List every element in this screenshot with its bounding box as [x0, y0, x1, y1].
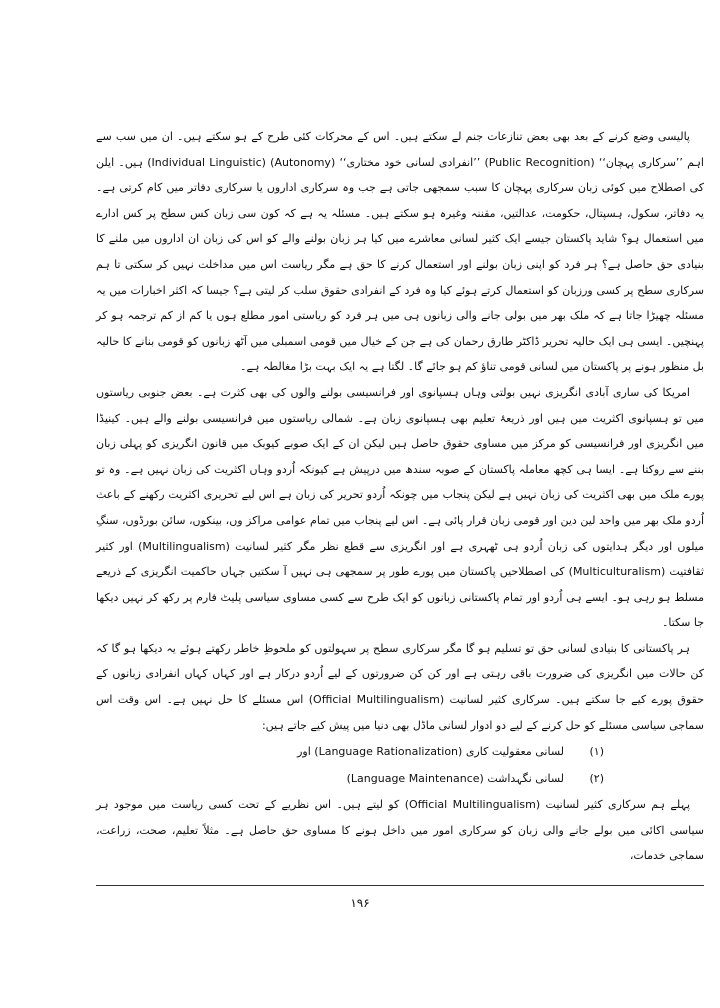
paragraph-2: امریکا کی ساری آبادی انگریزی نہیں بولتی وہاں ہسپانوی اور فرانسیسی بولنے والوں کی بھی کثرت ہے۔ بعض جنوبی ریاستوں میں تو ہسپانوی اکثریت میں ہیں اور ذریعۂ تعلیم بھی ہسپانوی زبان ہے۔ شمالی ریاستوں میں فرانسیسی بولنے والے ہیں۔ کینیڈا میں انگریزی اور فرانسیسی کو مرکز میں مساوی حقوق حاصل ہیں لیکن ان کے ایک صوبے کیوبک میں قانون انگریزی کو پہلی زبان بننے سے روکتا ہے۔ ایسا ہی کچھ معاملہ پاکستان کے صوبہ سندھ میں درپیش ہے کیونکہ اُردو وہاں اکثریت کی زبان نہیں ہے۔ وہ تو پورے ملک میں بھی اکثریت کی زبان نہیں ہے لیکن پنجاب میں چونکہ اُردو تحریر کی زبان ہے اس لیے تحریری اکثریت رکھنے کے باعث اُردو ملک بھر میں واحد لین دین اور قومی زبان قرار پائی ہے۔ اس لیے پنجاب میں تمام عوامی مراکز وں، بینکوں، سائن بورڈوں، سنگِ میلوں اور دیگر ہدایتوں کی زبان اُردو ہی ٹھہری ہے اور انگریزی سے قطع نظر مگر کثیر لسانیت (Multilingualism) اور کثیر ثقافتیت (Multiculturalism) کی اصطلاحیں پاکستان میں پورے طور پر سمجھی ہی نہیں آ سکتیں جہاں حاکمیت انگریزی کے ذریعے مسلط ہو رہی ہو۔ ایسے ہی اُردو اور تمام پاکستانی زبانوں کو ایک طرح سے کسی مساوی سیاسی پلیٹ فارم پر رکھ کر نہیں دیکھا جا سکتا۔: [96, 385, 704, 630]
list-item-2: [96, 765, 704, 792]
paragraph-3: ہر پاکستانی کا بنیادی لسانی حق تو تسلیم ہو گا مگر سرکاری سطح پر سہولتوں کو ملحوظِ خاطر رکھتے ہوئے یہ دیکھا ہو گا کہ کن حالات میں انگریزی کی ضرورت باقی رہتی ہے اور کن کن ضرورتوں کے لیے اُردو درکار ہے اور کہاں کہاں انفرادی زبانوں کے حقوق پورے کیے جا سکتے ہیں۔ سرکاری کثیر لسانیت (Official Multilingualism) اس مسئلے کا حل نہیں ہے۔ اس وقت اس سماجی سیاسی مسئلے کو حل کرنے کے لیے دو ادوار لسانی ماڈل بھی دنیا میں پیش کیے جاتے ہیں:: [96, 641, 705, 732]
list-text: لسانی نگہداشت (Language Maintenance): [346, 772, 564, 786]
paragraph-1: پالیسی وضع کرنے کے بعد بھی بعض تنازعات جنم لے سکتے ہیں۔ اس کے محرکات کئی طرح کے ہو سکتے ہیں۔ ان میں سب سے اہم ’’سرکاری پہچان‘‘ (Public Recognition) ’’انفرادی لسانی خود مختاری‘‘ (Autonomy) (Individual Linguistic) ہیں۔ ایلن کی اصطلاح میں کوئی زبان سرکاری پہچان کا سبب سمجھی جاتی ہے جب وہ سرکاری اداروں یا سرکاری دفاتر میں کام کرتی ہے۔ یہ دفاتر، سکول، ہسپتال، حکومت، عدالتیں، مقننہ وغیرہ ہو سکتے ہیں۔ مسئلہ یہ ہے کہ کون سی زبان کس سطح پر کس ادارے میں استعمال ہو؟ شاید پاکستان جیسے ایک کثیر لسانی معاشرے میں کیا ہر زبان بولنے والے کو اس کی زبان ان اداروں میں ملنے کا بنیادی حق حاصل ہے؟ ہر فرد کو اپنی زبان بولنے اور استعمال کرنے کا حق ہے مگر ریاست اس میں مداخلت نہیں کر سکتی تا ہم سرکاری سطح پر کسی ورزبان کو استعمال کرتے ہوئے کیا وہ فرد کے انفرادی حقوق سلب کر لیتی ہے؟ جیسا کہ اکثر اخبارات میں یہ مسئلہ چھیڑا جاتا ہے کہ ملک بھر میں بولی جانے والی زبانوں ہی میں ہر فرد کو ریاستی امور مطلع ہوں یا کم از کم ترجمہ ہو کر پہنچیں۔ ایسی ہی ایک حالیہ تحریر ڈاکٹر طارق رحمان کی ہے جن کے خیال میں قومی اسمبلی میں آٹھ زبانوں کو قومی بنانے کا حالیہ بل منظور ہونے پر پاکستان میں لسانی قومی تناؤ کم ہو جائے گا۔ لگتا ہے یہ ایک بہت بڑا مغالطہ ہے۔: [96, 130, 704, 374]
footer-divider: [96, 885, 704, 886]
list-number: (۲): [589, 772, 604, 786]
list-number: (۱): [589, 745, 604, 759]
body-text: [96, 124, 704, 869]
page-number: ۱۹۶: [350, 896, 370, 910]
list-item-1: [96, 738, 704, 765]
paragraph-4: پہلے ہم سرکاری کثیر لسانیت (Official Multilingualism) کو لیتے ہیں۔ اس نظریے کے تحت کسی ریاست میں موجود ہر سیاسی اکائی میں بولے جانے والی زبان کو سرکاری امور میں داخل ہونے کا مساوی حق حاصل ہے۔ مثلاً تعلیم، صحت، زراعت، سماجی خدمات،: [96, 798, 704, 863]
list-text: لسانی معقولیت کاری (Language Rationalization) اور: [297, 745, 564, 759]
